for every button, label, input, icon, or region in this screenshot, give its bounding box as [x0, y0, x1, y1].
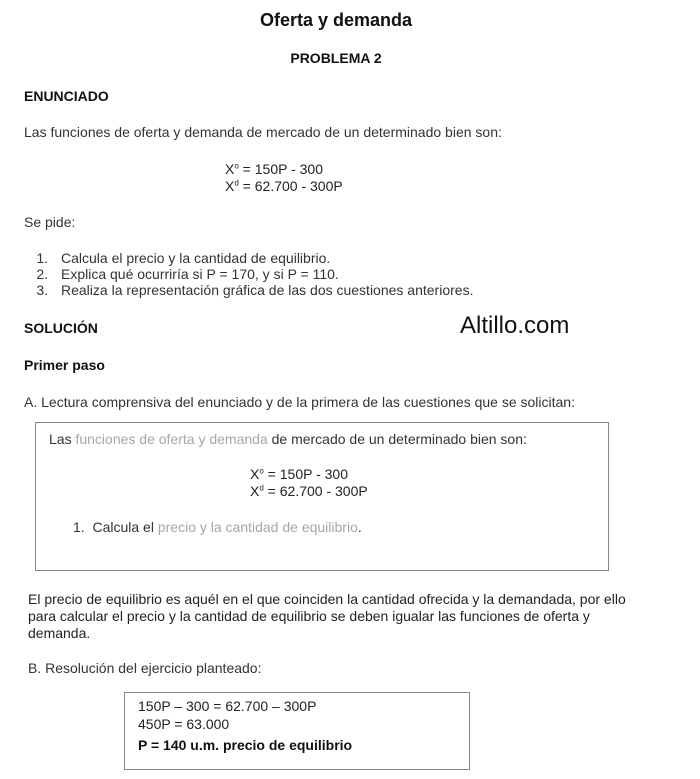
solution-box	[124, 692, 470, 770]
box-question-item: 1. Calcula el precio y la cantidad de equilibrio.	[73, 519, 362, 535]
box-supply-equation: $X^o = 150P - 300$	[250, 466, 348, 482]
list-item: 2. Explica qué ocurriría si P = 170, y si P = 110.	[36, 266, 339, 282]
problem-subtitle: PROBLEMA 2	[290, 50, 382, 66]
explanation-paragraph: El precio de equilibrio es aquél en el que coinciden la cantidad ofrecida y la demandada, por ello para calcular el precio y la cantidad de equilibrio se deben igualar las funciones de oferta y demanda.	[28, 591, 626, 641]
box-demand-equation: $X^d = 62.700 - 300P$	[250, 483, 368, 499]
list-item: 1. Calcula el precio y la cantidad de equilibrio.	[36, 250, 331, 266]
box-intro: Las funciones de oferta y demanda de mercado de un determinado bien son:	[49, 431, 527, 447]
section-b-text: B. Resolución del ejercicio planteado:	[28, 660, 262, 676]
statement-box	[35, 422, 609, 571]
watermark: Altillo.com	[460, 312, 570, 339]
enunciado-intro: Las funciones de oferta y demanda de mercado de un determinado bien son:	[24, 124, 502, 140]
supply-equation: $X^o = 150P - 300$	[225, 161, 323, 177]
se-pide-label: Se pide:	[24, 214, 76, 230]
solution-line-1: 150P – 300 = 62.700 – 300P	[138, 698, 317, 714]
step-heading: Primer paso	[24, 357, 105, 373]
questions-list	[22, 250, 473, 298]
section-a-text: A. Lectura comprensiva del enunciado y de la primera de las cuestiones que se solicitan:	[24, 394, 575, 410]
list-item: 3. Realiza la representación gráfica de las dos cuestiones anteriores.	[36, 282, 474, 298]
demand-equation: $X^d = 62.700 - 300P$	[225, 178, 343, 194]
solucion-heading: SOLUCIÓN	[24, 320, 98, 336]
solution-line-2: 450P = 63.000	[138, 716, 230, 732]
solution-line-3: P = 140 u.m. precio de equilibrio	[138, 737, 353, 753]
enunciado-heading: ENUNCIADO	[24, 88, 109, 104]
page-title: Oferta y demanda	[259, 10, 413, 30]
